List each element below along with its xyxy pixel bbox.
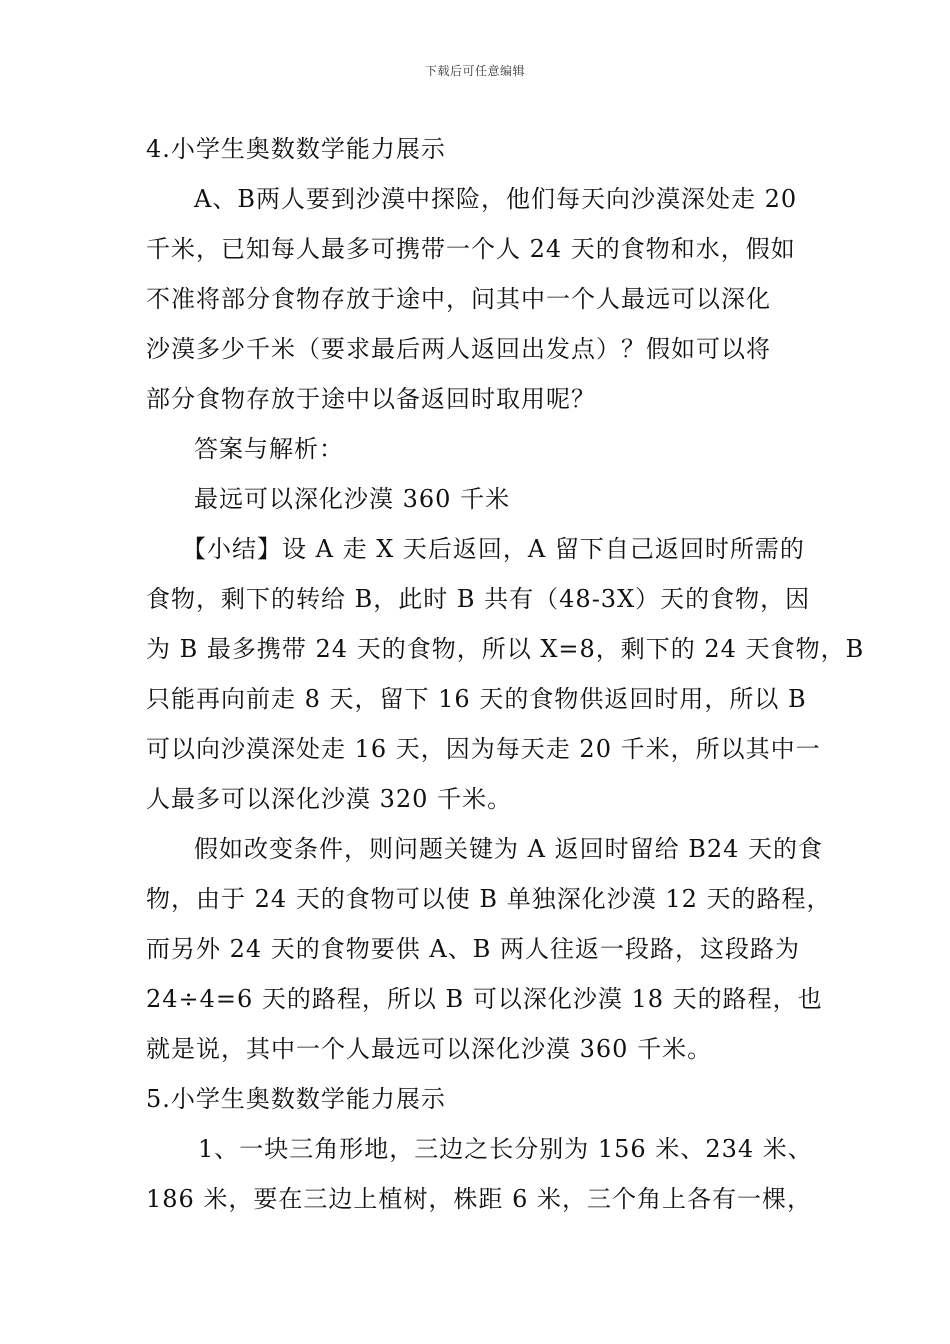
extension-line: 就是说，其中一个人最远可以深化沙漠 360 千米。 (146, 1035, 713, 1063)
summary-line: 可以向沙漠深处走 16 天，因为每天走 20 千米，所以其中一 (146, 735, 821, 763)
summary-line: 只能再向前走 8 天，留下 16 天的食物供返回时用，所以 B (146, 685, 807, 713)
answer-text: 最远可以深化沙漠 360 千米 (194, 485, 511, 513)
problem-line: 1、一块三角形地，三边之长分别为 156 米、234 米、 (198, 1135, 813, 1163)
summary-line: 【小结】设 A 走 X 天后返回，A 留下自己返回时所需的 (182, 535, 805, 563)
page-header: 下载后可任意编辑 (424, 64, 525, 78)
summary-line: 人最多可以深化沙漠 320 千米。 (146, 785, 513, 813)
section-5-title: 5.小学生奥数数学能力展示 (146, 1085, 446, 1113)
problem-line: 不准将部分食物存放于途中，问其中一个人最远可以深化 (146, 285, 771, 313)
extension-line: 物，由于 24 天的食物可以使 B 单独深化沙漠 12 天的路程， (146, 885, 832, 913)
summary-line: 食物，剩下的转给 B，此时 B 共有（48-3X）天的食物，因 (146, 585, 811, 613)
problem-line: 千米，已知每人最多可携带一个人 24 天的食物和水，假如 (146, 235, 796, 263)
problem-line: 部分食物存放于途中以备返回时取用呢？ (146, 385, 596, 413)
document-body (146, 124, 865, 1224)
problem-line: 沙漠多少千米（要求最后两人返回出发点）？假如可以将 (146, 335, 771, 363)
section-5-problem (146, 1124, 818, 1224)
extension-line: 而另外 24 天的食物要供 A、B 两人往返一段路，这段路为 (146, 935, 801, 963)
extension-line: 24÷4=6 天的路程，所以 B 可以深化沙漠 18 天的路程，也 (146, 985, 823, 1013)
answer-label: 答案与解析： (194, 435, 344, 463)
section-4-title: 4.小学生奥数数学能力展示 (146, 135, 446, 163)
section-4-problem (146, 174, 818, 424)
section-4-summary (146, 524, 865, 824)
extension-line: 假如改变条件，则问题关键为 A 返回时留给 B24 天的食 (194, 835, 824, 863)
summary-line: 为 B 最多携带 24 天的食物，所以 X=8，剩下的 24 天食物，B (146, 635, 865, 663)
problem-line: 186 米，要在三边上植树，株距 6 米，三个角上各有一棵， (146, 1185, 812, 1213)
problem-line: A、B两人要到沙漠中探险，他们每天向沙漠深处走 20 (194, 185, 798, 213)
section-4-extension (146, 824, 832, 1074)
